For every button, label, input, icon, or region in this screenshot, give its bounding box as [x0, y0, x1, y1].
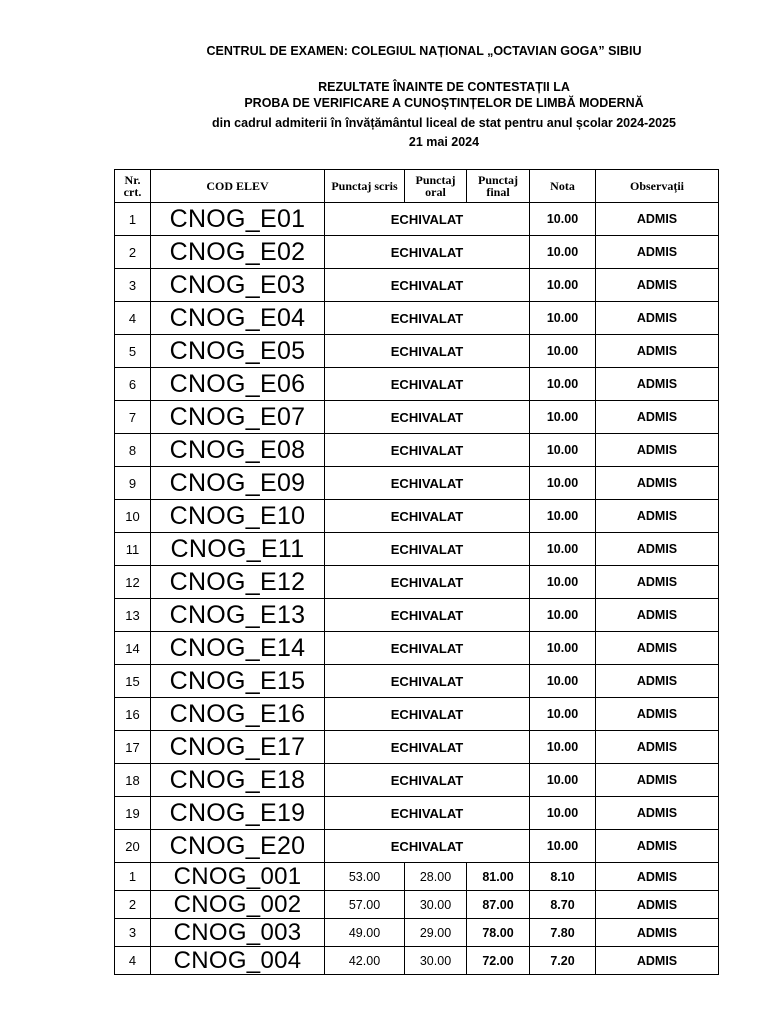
student-code: CNOG_E12: [151, 566, 325, 599]
observation: ADMIS: [596, 731, 719, 764]
grade: 10.00: [530, 599, 596, 632]
table-row: [115, 797, 719, 830]
final-score: 81.00: [467, 863, 530, 891]
student-code: CNOG_E10: [151, 500, 325, 533]
row-number: 18: [115, 764, 151, 797]
grade: 7.80: [530, 919, 596, 947]
observation: ADMIS: [596, 665, 719, 698]
grade: 10.00: [530, 335, 596, 368]
grade: 10.00: [530, 665, 596, 698]
student-code: CNOG_001: [151, 863, 325, 891]
observation: ADMIS: [596, 947, 719, 975]
observation: ADMIS: [596, 434, 719, 467]
student-code: CNOG_002: [151, 891, 325, 919]
header-nota: Nota: [530, 170, 596, 203]
row-number: 3: [115, 919, 151, 947]
equivalence-status: ECHIVALAT: [325, 632, 530, 665]
document-date: 21 mai 2024: [408, 135, 480, 149]
row-number: 7: [115, 401, 151, 434]
table-row: [115, 401, 719, 434]
row-number: 14: [115, 632, 151, 665]
equivalence-status: ECHIVALAT: [325, 533, 530, 566]
student-code: CNOG_E05: [151, 335, 325, 368]
row-number: 13: [115, 599, 151, 632]
grade: 10.00: [530, 632, 596, 665]
student-code: CNOG_E16: [151, 698, 325, 731]
row-number: 4: [115, 302, 151, 335]
student-code: CNOG_004: [151, 947, 325, 975]
table-row: [115, 947, 719, 975]
observation: ADMIS: [596, 599, 719, 632]
row-number: 16: [115, 698, 151, 731]
row-number: 4: [115, 947, 151, 975]
table-row: [115, 891, 719, 919]
grade: 7.20: [530, 947, 596, 975]
table-row: [115, 302, 719, 335]
table-row: [115, 599, 719, 632]
equivalence-status: ECHIVALAT: [325, 335, 530, 368]
observation: ADMIS: [596, 368, 719, 401]
table-row: [115, 368, 719, 401]
written-score: 42.00: [325, 947, 405, 975]
oral-score: 28.00: [405, 863, 467, 891]
row-number: 9: [115, 467, 151, 500]
header-observatii: Observații: [596, 170, 719, 203]
table-row: [115, 698, 719, 731]
observation: ADMIS: [596, 764, 719, 797]
grade: 10.00: [530, 467, 596, 500]
observation: ADMIS: [596, 467, 719, 500]
observation: ADMIS: [596, 269, 719, 302]
header-punctaj-final: Punctaj final: [467, 170, 530, 203]
exam-center-heading: CENTRUL DE EXAMEN: COLEGIUL NAȚIONAL „OCTAVIAN GOGA” SIBIU: [206, 44, 642, 58]
written-score: 49.00: [325, 919, 405, 947]
grade: 10.00: [530, 797, 596, 830]
row-number: 1: [115, 203, 151, 236]
observation: ADMIS: [596, 698, 719, 731]
grade: 10.00: [530, 434, 596, 467]
document-title: REZULTATE ÎNAINTE DE CONTESTAȚII LA: [318, 80, 570, 94]
observation: ADMIS: [596, 533, 719, 566]
grade: 10.00: [530, 698, 596, 731]
table-row: [115, 665, 719, 698]
equivalence-status: ECHIVALAT: [325, 665, 530, 698]
table-row: [115, 269, 719, 302]
grade: 10.00: [530, 203, 596, 236]
written-score: 53.00: [325, 863, 405, 891]
table-row: [115, 500, 719, 533]
equivalence-status: ECHIVALAT: [325, 203, 530, 236]
grade: 10.00: [530, 500, 596, 533]
admission-context: din cadrul admiterii în învățământul liceal de stat pentru anul școlar 2024-2025: [211, 116, 677, 130]
student-code: CNOG_E18: [151, 764, 325, 797]
observation: ADMIS: [596, 335, 719, 368]
grade: 8.70: [530, 891, 596, 919]
observation: ADMIS: [596, 566, 719, 599]
row-number: 20: [115, 830, 151, 863]
table-row: [115, 203, 719, 236]
grade: 10.00: [530, 533, 596, 566]
table-header-row: [115, 170, 719, 203]
final-score: 87.00: [467, 891, 530, 919]
row-number: 5: [115, 335, 151, 368]
row-number: 2: [115, 891, 151, 919]
equivalence-status: ECHIVALAT: [325, 302, 530, 335]
observation: ADMIS: [596, 500, 719, 533]
equivalence-status: ECHIVALAT: [325, 797, 530, 830]
student-code: CNOG_E08: [151, 434, 325, 467]
row-number: 17: [115, 731, 151, 764]
table-row: [115, 533, 719, 566]
document-subtitle: PROBA DE VERIFICARE A CUNOȘTINȚELOR DE LIMBĂ MODERNĂ: [244, 96, 644, 110]
student-code: CNOG_E09: [151, 467, 325, 500]
grade: 10.00: [530, 236, 596, 269]
observation: ADMIS: [596, 830, 719, 863]
student-code: CNOG_003: [151, 919, 325, 947]
final-score: 72.00: [467, 947, 530, 975]
grade: 10.00: [530, 302, 596, 335]
grade: 10.00: [530, 764, 596, 797]
row-number: 8: [115, 434, 151, 467]
equivalence-status: ECHIVALAT: [325, 401, 530, 434]
row-number: 15: [115, 665, 151, 698]
equivalence-status: ECHIVALAT: [325, 368, 530, 401]
table-row: [115, 863, 719, 891]
student-code: CNOG_E19: [151, 797, 325, 830]
observation: ADMIS: [596, 919, 719, 947]
student-code: CNOG_E20: [151, 830, 325, 863]
student-code: CNOG_E13: [151, 599, 325, 632]
observation: ADMIS: [596, 863, 719, 891]
row-number: 19: [115, 797, 151, 830]
table-row: [115, 919, 719, 947]
observation: ADMIS: [596, 401, 719, 434]
observation: ADMIS: [596, 203, 719, 236]
grade: 10.00: [530, 830, 596, 863]
final-score: 78.00: [467, 919, 530, 947]
row-number: 10: [115, 500, 151, 533]
student-code: CNOG_E06: [151, 368, 325, 401]
table-row: [115, 236, 719, 269]
equivalence-status: ECHIVALAT: [325, 731, 530, 764]
table-row: [115, 566, 719, 599]
observation: ADMIS: [596, 302, 719, 335]
observation: ADMIS: [596, 891, 719, 919]
results-body: [115, 203, 719, 975]
equivalence-status: ECHIVALAT: [325, 764, 530, 797]
equivalence-status: ECHIVALAT: [325, 467, 530, 500]
header-punctaj-oral: Punctaj oral: [405, 170, 467, 203]
grade: 10.00: [530, 269, 596, 302]
grade: 10.00: [530, 566, 596, 599]
grade: 8.10: [530, 863, 596, 891]
equivalence-status: ECHIVALAT: [325, 269, 530, 302]
equivalence-status: ECHIVALAT: [325, 599, 530, 632]
student-code: CNOG_E04: [151, 302, 325, 335]
grade: 10.00: [530, 731, 596, 764]
observation: ADMIS: [596, 632, 719, 665]
row-number: 11: [115, 533, 151, 566]
header-cod-elev: COD ELEV: [151, 170, 325, 203]
equivalence-status: ECHIVALAT: [325, 236, 530, 269]
table-row: [115, 467, 719, 500]
equivalence-status: ECHIVALAT: [325, 566, 530, 599]
table-row: [115, 830, 719, 863]
header-punctaj-scris: Punctaj scris: [325, 170, 405, 203]
row-number: 3: [115, 269, 151, 302]
table-row: [115, 632, 719, 665]
row-number: 1: [115, 863, 151, 891]
row-number: 6: [115, 368, 151, 401]
equivalence-status: ECHIVALAT: [325, 698, 530, 731]
grade: 10.00: [530, 401, 596, 434]
student-code: CNOG_E02: [151, 236, 325, 269]
written-score: 57.00: [325, 891, 405, 919]
header-nr: Nr. crt.: [115, 170, 151, 203]
student-code: CNOG_E17: [151, 731, 325, 764]
row-number: 2: [115, 236, 151, 269]
observation: ADMIS: [596, 797, 719, 830]
observation: ADMIS: [596, 236, 719, 269]
row-number: 12: [115, 566, 151, 599]
student-code: CNOG_E01: [151, 203, 325, 236]
oral-score: 29.00: [405, 919, 467, 947]
student-code: CNOG_E15: [151, 665, 325, 698]
equivalence-status: ECHIVALAT: [325, 434, 530, 467]
table-row: [115, 764, 719, 797]
table-row: [115, 731, 719, 764]
student-code: CNOG_E14: [151, 632, 325, 665]
grade: 10.00: [530, 368, 596, 401]
oral-score: 30.00: [405, 891, 467, 919]
equivalence-status: ECHIVALAT: [325, 830, 530, 863]
results-table: [114, 169, 719, 975]
student-code: CNOG_E07: [151, 401, 325, 434]
oral-score: 30.00: [405, 947, 467, 975]
student-code: CNOG_E11: [151, 533, 325, 566]
student-code: CNOG_E03: [151, 269, 325, 302]
table-row: [115, 434, 719, 467]
equivalence-status: ECHIVALAT: [325, 500, 530, 533]
table-row: [115, 335, 719, 368]
